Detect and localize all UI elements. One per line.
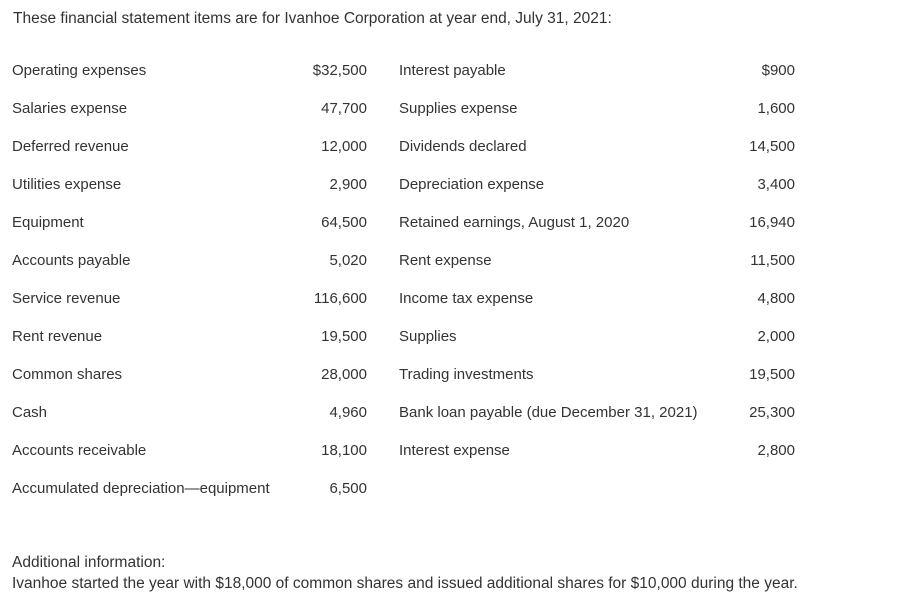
additional-information	[12, 552, 798, 594]
table-row	[12, 165, 795, 203]
item-value: 16,940	[749, 213, 795, 231]
item-label: Supplies expense	[399, 99, 518, 117]
item-value	[729, 469, 795, 507]
item-value: 14,500	[749, 137, 795, 155]
item-value: 19,500	[321, 327, 367, 345]
item-label: Interest payable	[399, 61, 506, 79]
item-label: Salaries expense	[12, 99, 128, 117]
table-row	[12, 241, 795, 279]
item-label: Deferred revenue	[12, 137, 129, 155]
intro-text: These financial statement items are for Ivanhoe Corporation at year end, July 31, 2021:	[13, 10, 612, 27]
additional-text: Ivanhoe started the year with $18,000 of common shares and issued additional shares for $10,000 during the year.	[12, 575, 798, 592]
item-label: Income tax expense	[399, 289, 534, 307]
item-value: 6,500	[329, 479, 367, 497]
item-label: Common shares	[12, 365, 123, 383]
table-row	[12, 393, 795, 431]
item-value: 1,600	[757, 99, 795, 117]
item-label: Accounts payable	[12, 251, 131, 269]
item-value: 47,700	[321, 99, 367, 117]
item-label: Utilities expense	[12, 175, 122, 193]
item-value: 25,300	[749, 403, 795, 421]
additional-heading: Additional information:	[12, 554, 166, 571]
item-value: 19,500	[749, 365, 795, 383]
item-label: Supplies	[399, 327, 457, 345]
item-value: 5,020	[329, 251, 367, 269]
financial-items-table	[12, 51, 795, 507]
item-label: Accounts receivable	[12, 441, 147, 459]
item-label: Trading investments	[399, 365, 534, 383]
item-value: 116,600	[313, 289, 367, 307]
item-value: 3,400	[757, 175, 795, 193]
item-value: 64,500	[321, 213, 367, 231]
item-label: Operating expenses	[12, 61, 147, 79]
item-label: Equipment	[12, 213, 84, 231]
table-row	[12, 279, 795, 317]
item-label	[399, 469, 729, 507]
table-row	[12, 127, 795, 165]
table-row	[12, 431, 795, 469]
item-label: Retained earnings, August 1, 2020	[399, 213, 630, 231]
table-row	[12, 469, 795, 507]
item-label: Rent expense	[399, 251, 492, 269]
item-value: $32,500	[312, 61, 367, 79]
item-label: Bank loan payable (due December 31, 2021)	[399, 403, 698, 421]
item-label: Service revenue	[12, 289, 121, 307]
table-row	[12, 89, 795, 127]
item-value: 2,800	[757, 441, 795, 459]
table-row	[12, 203, 795, 241]
item-value: 18,100	[321, 441, 367, 459]
item-value: 2,000	[757, 327, 795, 345]
item-label: Cash	[12, 403, 48, 421]
item-label: Depreciation expense	[399, 175, 545, 193]
item-label: Accumulated depreciation—equipment	[12, 479, 270, 497]
item-value: 28,000	[321, 365, 367, 383]
item-label: Dividends declared	[399, 137, 527, 155]
item-label: Interest expense	[399, 441, 510, 459]
item-value: 12,000	[321, 137, 367, 155]
item-value: 2,900	[329, 175, 367, 193]
table-row	[12, 317, 795, 355]
table-row	[12, 355, 795, 393]
item-value: $900	[761, 61, 795, 79]
table-row	[12, 51, 795, 89]
item-value: 4,960	[329, 403, 367, 421]
item-label: Rent revenue	[12, 327, 103, 345]
item-value: 4,800	[757, 289, 795, 307]
item-value: 11,500	[750, 251, 795, 269]
